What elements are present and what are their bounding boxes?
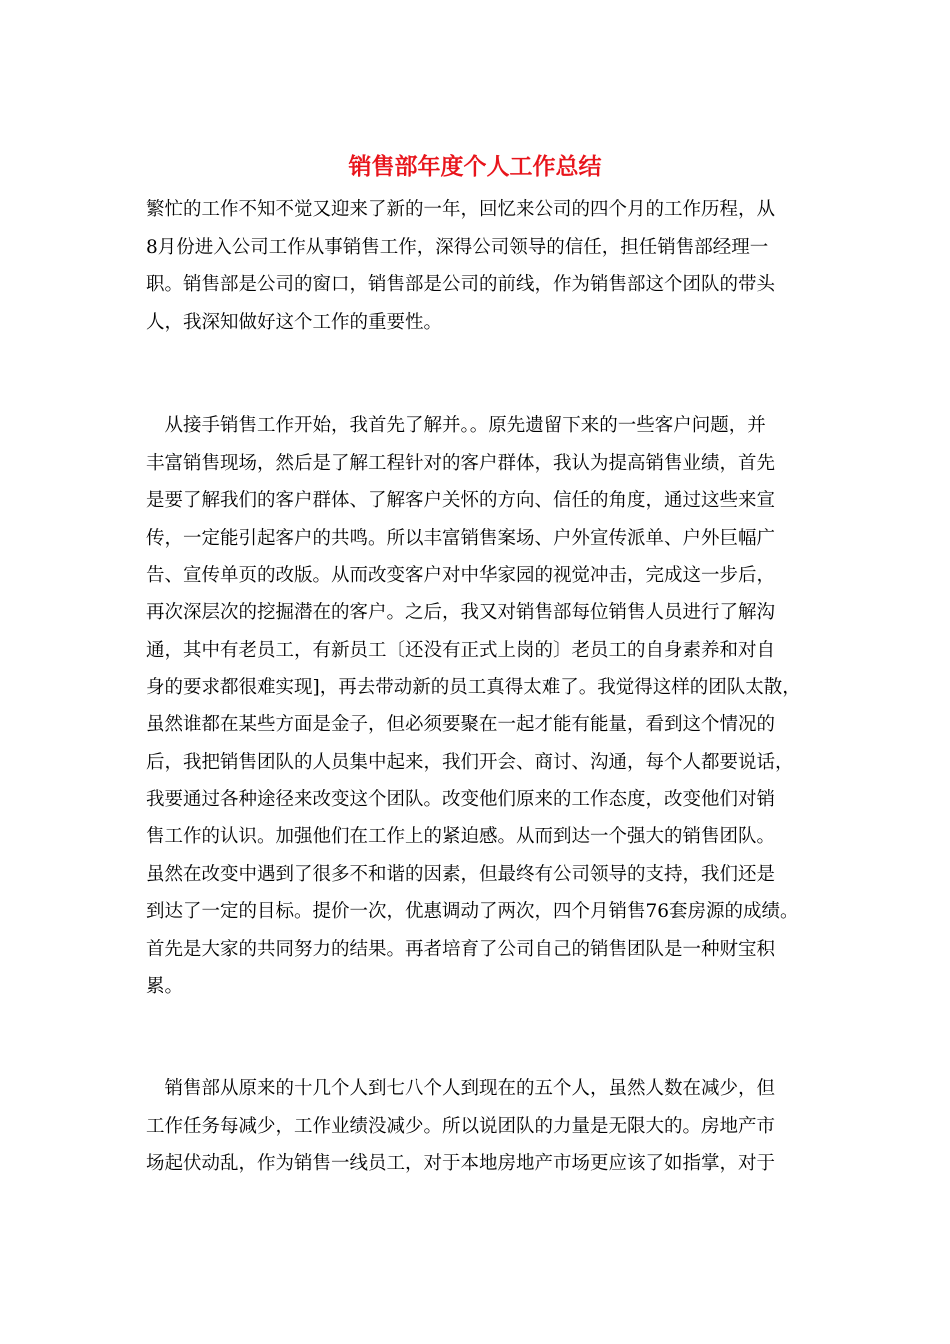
text-line: 通，其中有老员工，有新员工〔还没有正式上岗的〕老员工的自身素养和对自 [146, 640, 776, 661]
text-line: 人，我深知做好这个工作的重要性。 [146, 312, 443, 333]
text-line: 传，一定能引起客户的共鸣。所以丰富销售案场、户外宣传派单、户外巨幅广 [146, 528, 776, 549]
text-line: 从接手销售工作开始，我首先了解并。。原先遗留下来的一些客户问题，并 [146, 415, 766, 436]
text-line: 累。 [146, 976, 184, 997]
text-line: 工作任务每减少，工作业绩没减少。所以说团队的力量是无限大的。房地产市 [146, 1116, 776, 1137]
text-line: 8月份进入公司工作从事销售工作，深得公司领导的信任，担任销售部经理一 [146, 237, 769, 258]
text-line: 虽然谁都在某些方面是金子，但必须要聚在一起才能有能量，看到这个情况的 [146, 714, 776, 735]
text-line: 虽然在改变中遇到了很多不和谐的因素，但最终有公司领导的支持，我们还是 [146, 864, 776, 885]
text-line: 再次深层次的挖掘潜在的客户。之后，我又对销售部每位销售人员进行了解沟 [146, 602, 776, 623]
text-line: 丰富销售现场，然后是了解工程针对的客户群体，我认为提高销售业绩，首先 [146, 453, 776, 474]
text-line: 后，我把销售团队的人员集中起来，我们开会、商讨、沟通，每个人都要说话， [146, 752, 794, 773]
text-line: 到达了一定的目标。提价一次，优惠调动了两次，四个月销售76套房源的成绩。 [146, 901, 799, 922]
document-title: 销售部年度个人工作总结 [348, 153, 602, 180]
text-line: 我要通过各种途径来改变这个团队。改变他们原来的工作态度，改变他们对销 [146, 789, 776, 810]
text-line: 售工作的认识。加强他们在工作上的紧迫感。从而到达一个强大的销售团队。 [146, 826, 776, 847]
text-line: 告、宣传单页的改版。从而改变客户对中华家园的视觉冲击，完成这一步后， [146, 565, 776, 586]
text-line: 身的要求都很难实现]，再去带动新的员工真得太难了。我觉得这样的团队太散， [146, 677, 801, 698]
text-line: 销售部从原来的十几个人到七八个人到现在的五个人，虽然人数在减少，但 [146, 1078, 776, 1099]
text-line: 首先是大家的共同努力的结果。再者培育了公司自己的销售团队是一种财宝积 [146, 939, 776, 960]
text-line: 是要了解我们的客户群体、了解客户关怀的方向、信任的角度，通过这些来宣 [146, 490, 776, 511]
text-line: 职。销售部是公司的窗口，销售部是公司的前线，作为销售部这个团队的带头 [146, 274, 776, 295]
text-line: 繁忙的工作不知不觉又迎来了新的一年，回忆来公司的四个月的工作历程，从 [146, 199, 776, 220]
text-line: 场起伏动乱，作为销售一线员工，对于本地房地产市场更应该了如指掌，对于 [146, 1153, 776, 1174]
